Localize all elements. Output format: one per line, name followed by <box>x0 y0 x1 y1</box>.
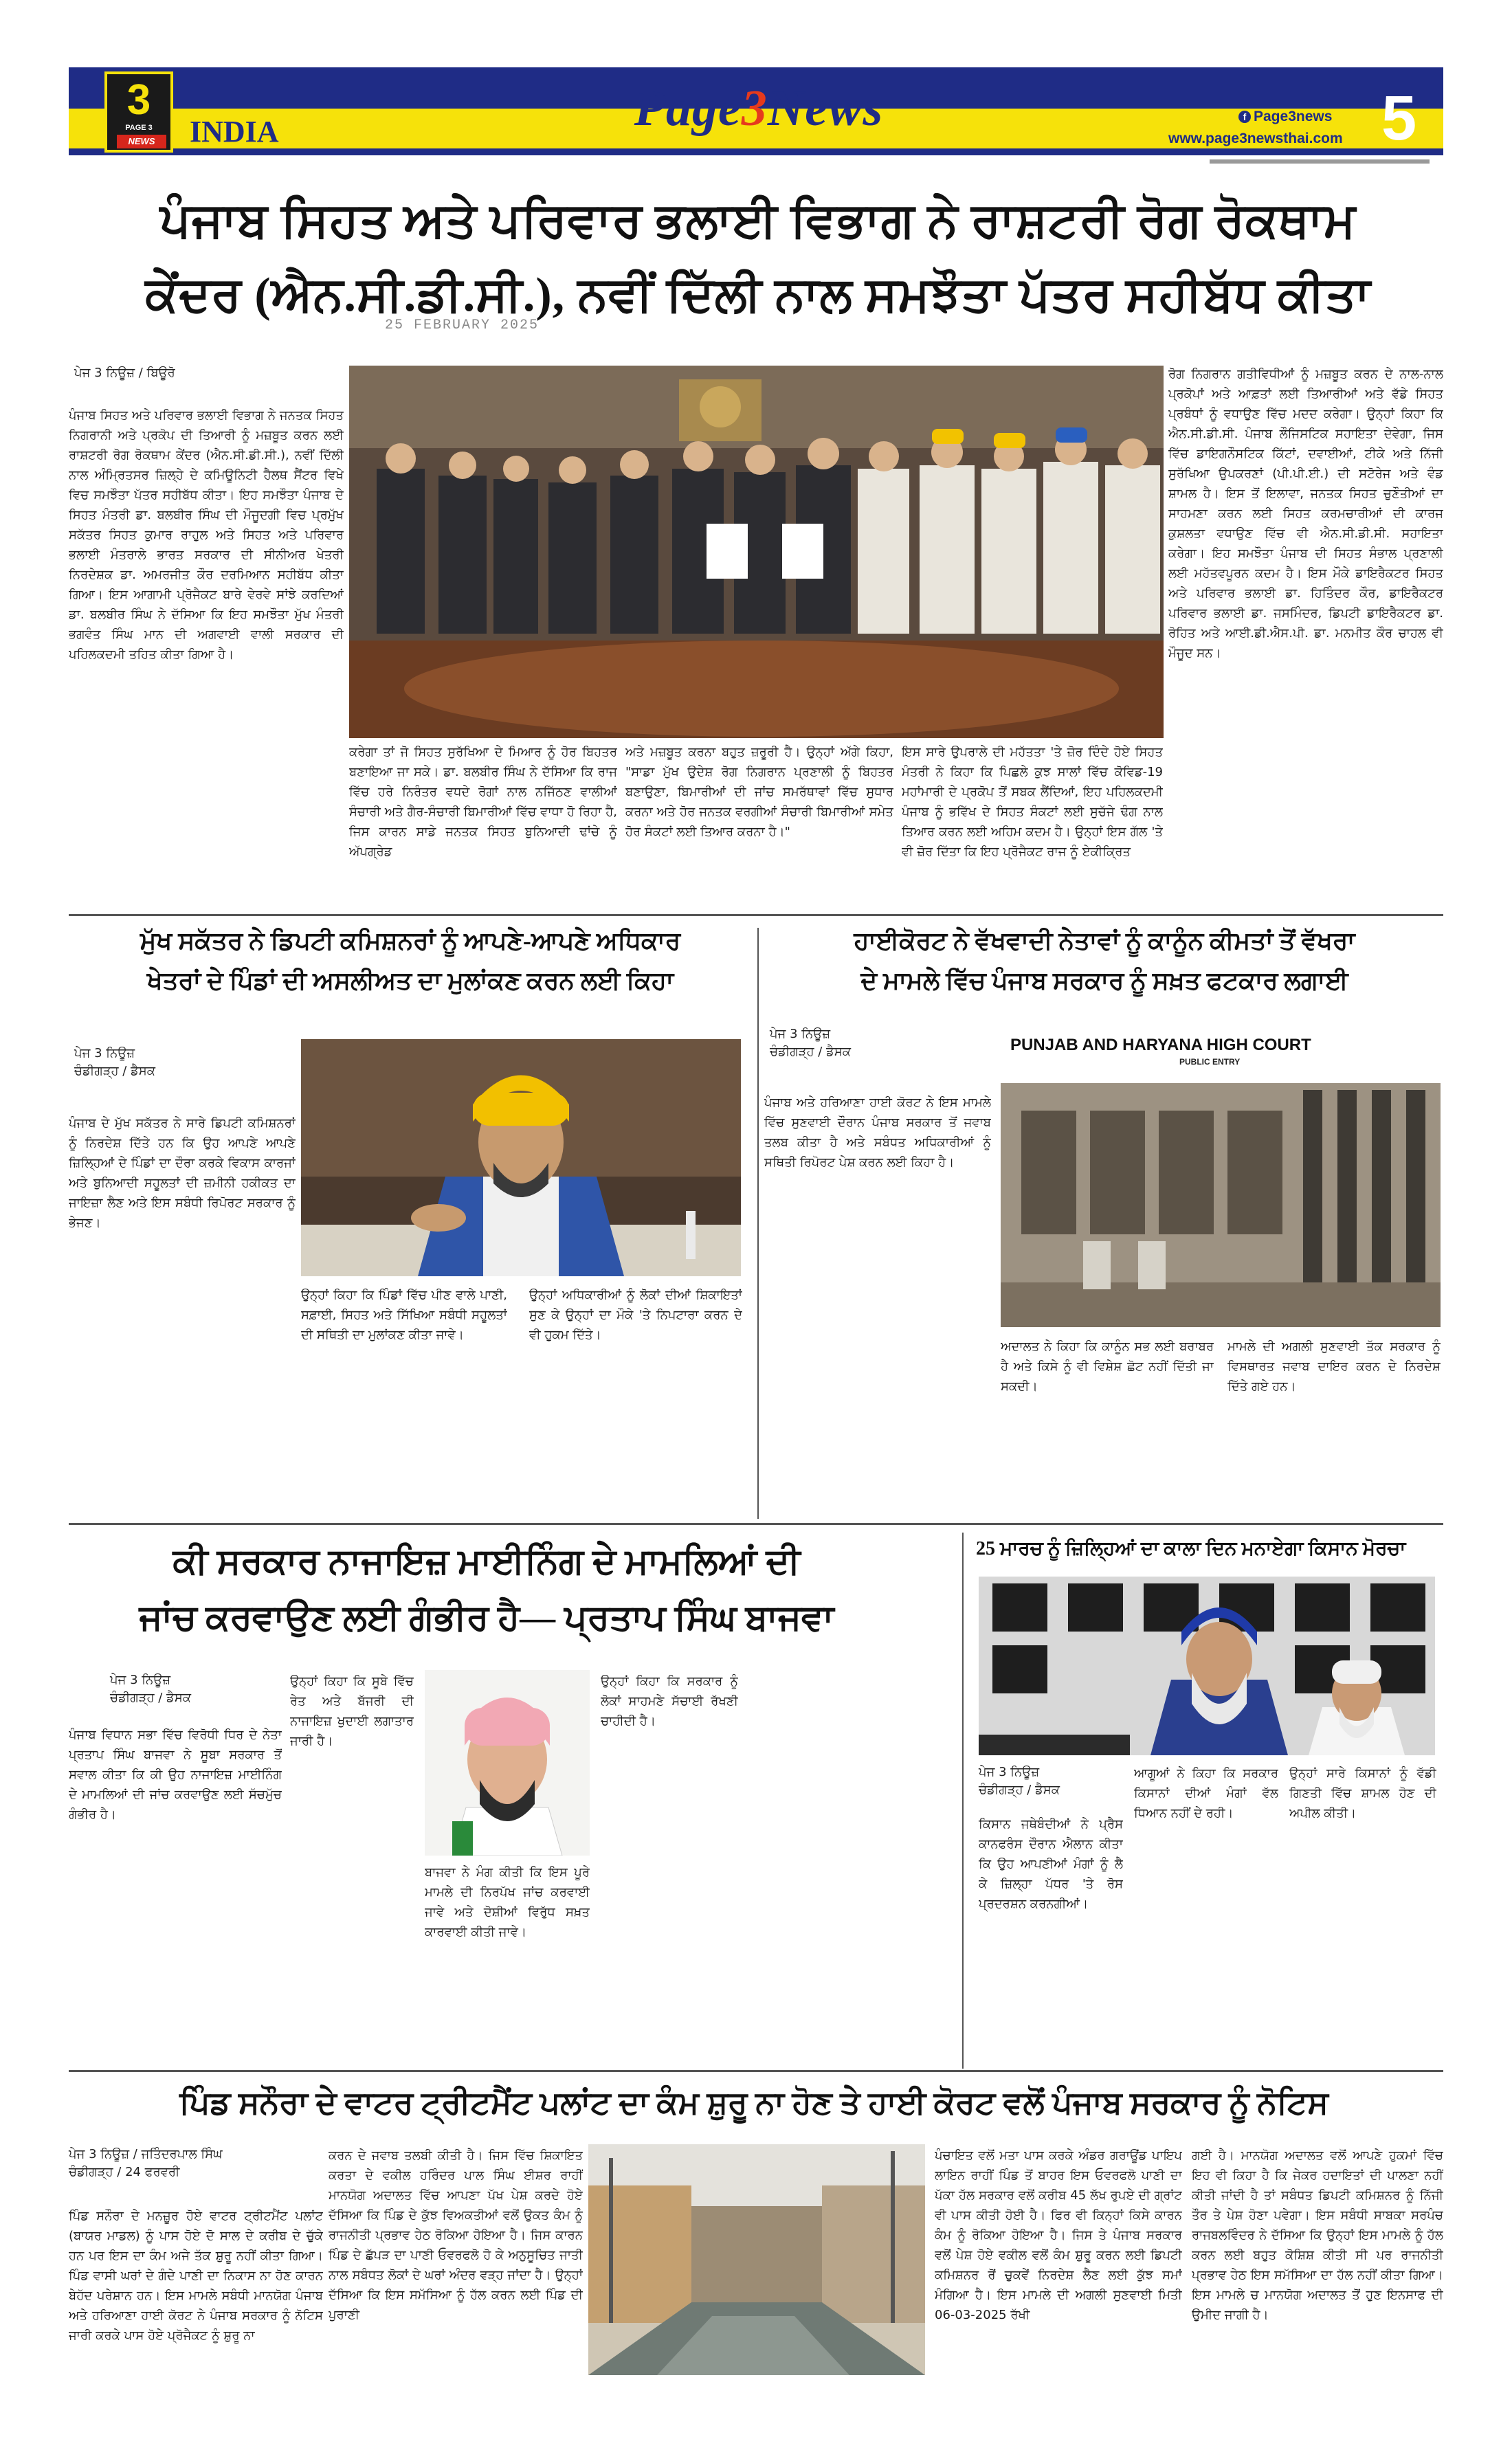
vertical-divider <box>757 928 759 1519</box>
story6-headline[interactable]: ਪਿੰਡ ਸਨੌਰਾ ਦੇ ਵਾਟਰ ਟ੍ਰੀਟਮੈਂਟ ਪਲਾਂਟ ਦਾ ਕੰਮ ਸ਼ੁਰੂ ਨਾ ਹੋਣ ਤੇ ਹਾਈ ਕੋਰਟ ਵਲੋਂ ਪੰਜਾਬ ਸਰਕਾਰ ਨੂੰ ਨੋਟਿਸ <box>179 2085 1328 2120</box>
section-name: INDIA <box>190 115 279 148</box>
website-link[interactable]: www.page3newsthai.com <box>1168 131 1343 146</box>
story6-column-4: ਗਈ ਹੈ। ਮਾਨਯੋਗ ਅਦਾਲਤ ਵਲੋਂ ਆਪਣੇ ਹੁਕਮਾਂ ਵਿੱਚ ਇਹ ਵੀ ਕਿਹਾ ਹੈ ਕਿ ਜੇਕਰ ਹਦਾਇਤਾਂ ਦੀ ਪਾਲਣਾ ਨਹੀਂ ਕੀਤੀ ਜਾਂਦੀ ਹੈ ਤਾਂ ਸਬੰਧਤ ਡਿਪਟੀ ਕਮਿਸ਼ਨਰ ਨੂੰ ਨਿੱਜੀ ਤੌਰ ਤੇ ਪੇਸ਼ ਹੋਣਾ ਪਵੇਗਾ। ਇਸ ਸਬੰਧੀ ਸਾਬਕਾ ਸਰਪੰਚ ਰਾਜਬਲਵਿੰਦਰ ਨੇ ਦੱਸਿਆ ਕਿ ਉਨ੍ਹਾਂ ਇਸ ਮਾਮਲੇ ਨੂੰ ਹੱਲ ਕਰਨ ਲਈ ਬਹੁਤ ਕੋਸ਼ਿਸ਼ ਕੀਤੀ ਸੀ ਪਰ ਰਾਜਨੀਤੀ ਪ੍ਰਭਾਵ ਹੇਠ ਇਸ ਸਮੱਸਿਆ ਦਾ ਹੱਲ ਨਹੀਂ ਕੀਤਾ ਗਿਆ। ਇਸ ਮਾਮਲੇ ਚ ਮਾਨਯੋਗ ਅਦਾਲਤ ਤੋਂ ਹੁਣ ਇਨਸਾਫ ਦੀ ਉਮੀਦ ਜਾਗੀ ਹੈ। <box>1192 2148 1443 2322</box>
story5-column-3: ਉਨ੍ਹਾਂ ਸਾਰੇ ਕਿਸਾਨਾਂ ਨੂੰ ਵੱਡੀ ਗਿਣਤੀ ਵਿੱਚ ਸ਼ਾਮਲ ਹੋਣ ਦੀ ਅਪੀਲ ਕੀਤੀ। <box>1289 1766 1436 1821</box>
divider <box>69 914 1443 916</box>
story3-headline-line1: ਹਾਈਕੋਰਟ ਨੇ ਵੱਖਵਾਦੀ ਨੇਤਾਵਾਂ ਨੂੰ ਕਾਨੂੰਨ ਕੀਮਤਾਂ ਤੋਂ ਵੱਖਰਾ <box>854 927 1355 955</box>
story6-column-3: ਪੰਚਾਇਤ ਵਲੋਂ ਮਤਾ ਪਾਸ ਕਰਕੇ ਅੰਡਰ ਗਰਾਊਂਡ ਪਾਇਪ ਲਾਇਨ ਰਾਹੀਂ ਪਿੰਡ ਤੋਂ ਬਾਹਰ ਇਸ ਓਵਰਫਲੋ ਪਾਣੀ ਦਾ ਪੱਕਾ ਹੱਲ ਸਰਕਾਰ ਵਲੋਂ ਕਰੀਬ 45 ਲੱਖ ਰੁਪਏ ਦੀ ਗ੍ਰਾਂਟ ਵੀ ਪਾਸ ਕੀਤੀ ਹੋਈ ਹੈ। ਫਿਰ ਵੀ ਕਿਨ੍ਹਾਂ ਕਿਸੇ ਕਾਰਨ ਕੰਮ ਨੂੰ ਰੋਕਿਆ ਹੋਇਆ ਹੈ। ਜਿਸ ਤੇ ਪੰਜਾਬ ਸਰਕਾਰ ਵਲੋਂ ਪੇਸ਼ ਹੋਏ ਵਕੀਲ ਵਲੋਂ ਕੰਮ ਸ਼ੁਰੂ ਕਰਨ ਲਈ ਡਿਪਟੀ ਕਮਿਸ਼ਨਰ ਰੋਂ ਚੁਕਵੇਂ ਨਿਰਦੇਸ਼ ਲੈਣ ਲਈ ਕੁੱਝ ਸਮਾਂ ਮੰਗਿਆ ਹੈ। ਇਸ ਮਾਮਲੇ ਦੀ ਅਗਲੀ ਸੁਣਵਾਈ ਮਿਤੀ 06-03-2025 ਰੱਖੀ <box>935 2148 1182 2322</box>
story1-photo-date: 25 FEBRUARY 2025 <box>385 318 540 333</box>
story3-headline[interactable] <box>764 921 1445 1001</box>
court-sign-entry: PUBLIC ENTRY <box>1179 1057 1241 1067</box>
facebook-icon: f <box>1238 111 1251 123</box>
story4-headline-line2: ਜਾਂਚ ਕਰਵਾਉਣ ਲਈ ਗੰਭੀਰ ਹੈ— ਪ੍ਰਤਾਪ ਸਿੰਘ ਬਾਜਵਾ <box>139 1599 834 1638</box>
story6-photo-waterlogged-street <box>588 2144 925 2375</box>
story3-column-1: ਪੰਜਾਬ ਅਤੇ ਹਰਿਆਣਾ ਹਾਈ ਕੋਰਟ ਨੇ ਇਸ ਮਾਮਲੇ ਵਿੱਚ ਸੁਣਵਾਈ ਦੌਰਾਨ ਪੰਜਾਬ ਸਰਕਾਰ ਤੋਂ ਜਵਾਬ ਤਲਬ ਕੀਤਾ ਹੈ ਅਤੇ ਸਬੰਧਤ ਅਧਿਕਾਰੀਆਂ ਨੂੰ ਸਥਿਤੀ ਰਿਪੋਰਟ ਪੇਸ਼ ਕਰਨ ਲਈ ਕਿਹਾ ਹੈ। <box>764 1095 991 1170</box>
story4-column-2: ਉਨ੍ਹਾਂ ਕਿਹਾ ਕਿ ਸੂਬੇ ਵਿੱਚ ਰੇਤ ਅਤੇ ਬੱਜਰੀ ਦੀ ਨਾਜਾਇਜ਼ ਖੁਦਾਈ ਲਗਾਤਾਰ ਜਾਰੀ ਹੈ। <box>290 1674 414 1748</box>
story2-byline-1: ਪੇਜ 3 ਨਿਊਜ਼ <box>74 1046 135 1060</box>
story3-byline-1: ਪੇਜ 3 ਨਿਊਜ਼ <box>770 1027 831 1041</box>
brand-left: Page <box>634 80 742 137</box>
story2-byline <box>74 1045 294 1080</box>
story4-column-1: ਪੰਜਾਬ ਵਿਧਾਨ ਸਭਾ ਵਿੱਚ ਵਿਰੋਧੀ ਧਿਰ ਦੇ ਨੇਤਾ ਪ੍ਰਤਾਪ ਸਿੰਘ ਬਾਜਵਾ ਨੇ ਸੂਬਾ ਸਰਕਾਰ ਤੋਂ ਸਵਾਲ ਕੀਤਾ ਕਿ ਕੀ ਉਹ ਨਾਜਾਇਜ਼ ਮਾਈਨਿੰਗ ਦੇ ਮਾਮਲਿਆਂ ਦੀ ਜਾਂਚ ਕਰਵਾਉਣ ਲਈ ਸੱਚਮੁੱਚ ਗੰਭੀਰ ਹੈ। <box>69 1728 282 1822</box>
divider <box>69 2070 1443 2072</box>
story1-byline: ਪੇਜ 3 ਨਿਊਜ਼ / ਬਿਊਰੋ <box>74 366 175 380</box>
story5-byline-1: ਪੇਜ 3 ਨਿਊਜ਼ <box>979 1765 1040 1779</box>
story1-photo-mou-signing <box>349 366 1164 738</box>
story4-column-4: ਉਨ੍ਹਾਂ ਕਿਹਾ ਕਿ ਸਰਕਾਰ ਨੂੰ ਲੋਕਾਂ ਸਾਹਮਣੇ ਸੱਚਾਈ ਰੱਖਣੀ ਚਾਹੀਦੀ ਹੈ। <box>601 1674 738 1728</box>
logo-label: PAGE 3 <box>125 124 153 132</box>
story6-column-2: ਕਰਨ ਦੇ ਜਵਾਬ ਤਲਬੀ ਕੀਤੀ ਹੈ। ਜਿਸ ਵਿੱਚ ਸ਼ਿਕਾਇਤ ਕਰਤਾ ਦੇ ਵਕੀਲ ਹਰਿੰਦਰ ਪਾਲ ਸਿੰਘ ਈਸ਼ਰ ਰਾਹੀਂ ਮਾਨਯੋਗ ਅਦਾਲਤ ਵਿੱਚ ਆਪਣਾ ਪੱਖ ਪੇਸ਼ ਕਰਦੇ ਹੋਏ ਦੱਸਿਆ ਕਿ ਪਿੰਡ ਦੇ ਕੁੱਝ ਵਿਅਕਤੀਆਂ ਵਲੋਂ ਉਕਤ ਕੰਮ ਨੂੰ ਰਾਜਨੀਤੀ ਪ੍ਰਭਾਵ ਹੇਠ ਰੋਕਿਆ ਹੋਇਆ ਹੈ। ਜਿਸ ਕਾਰਨ ਪਿੰਡ ਦੇ ਛੱਪੜ ਦਾ ਪਾਣੀ ਓਵਰਫਲੋ ਹੋ ਕੇ ਅਨੁਸੂਚਿਤ ਜਾਤੀ ਨਾਲ ਸਬੰਧਤ ਲੋਕਾਂ ਦੇ ਘਰਾਂ ਅੰਦਰ ਵੜ੍ਹ ਜਾਂਦਾ ਹੈ। ਉਨ੍ਹਾਂ ਦੱਸਿਆ ਕਿ ਇਸ ਸਮੱਸਿਆ ਨੂੰ ਹੱਲ ਕਰਨ ਲਈ ਪਿੰਡ ਦੀ ਪੁਰਾਣੀ <box>329 2148 583 2322</box>
story5-column-2: ਆਗੂਆਂ ਨੇ ਕਿਹਾ ਕਿ ਸਰਕਾਰ ਕਿਸਾਨਾਂ ਦੀਆਂ ਮੰਗਾਂ ਵੱਲ ਧਿਆਨ ਨਹੀਂ ਦੇ ਰਹੀ। <box>1134 1766 1278 1821</box>
story1-column-5: ਰੋਗ ਨਿਗਰਾਨ ਗਤੀਵਿਧੀਆਂ ਨੂੰ ਮਜ਼ਬੂਤ ਕਰਨ ਦੇ ਨਾਲ-ਨਾਲ ਪ੍ਰਕੋਪਾਂ ਅਤੇ ਆਫ਼ਤਾਂ ਲਈ ਤਿਆਰੀਆਂ ਅਤੇ ਵੱਡੇ ਸਿਹਤ ਪ੍ਰਬੰਧਾਂ ਨੂੰ ਵਧਾਉਣ ਵਿੱਚ ਮਦਦ ਕਰੇਗਾ। ਉਨ੍ਹਾਂ ਕਿਹਾ ਕਿ ਐਨ.ਸੀ.ਡੀ.ਸੀ. ਪੰਜਾਬ ਲੌਜਿਸਟਿਕ ਸਹਾਇਤਾ ਦੇਵੇਗਾ, ਜਿਸ ਵਿੱਚ ਡਾਇਗਨੌਸਟਿਕ ਕਿੱਟਾਂ, ਦਵਾਈਆਂ, ਟੀਕੇ ਅਤੇ ਨਿੱਜੀ ਸੁਰੱਖਿਆ ਉਪਕਰਣਾਂ (ਪੀ.ਪੀ.ਈ.) ਦੀ ਸਟੋਰੇਜ ਅਤੇ ਵੰਡ ਸ਼ਾਮਲ ਹੈ। ਇਸ ਤੋਂ ਇਲਾਵਾ, ਜਨਤਕ ਸਿਹਤ ਚੁਣੌਤੀਆਂ ਦਾ ਸਾਹਮਣਾ ਕਰਨ ਲਈ ਸਿਹਤ ਕਰਮਚਾਰੀਆਂ ਦੀ ਕਾਰਜ ਕੁਸ਼ਲਤਾ ਵਧਾਉਣ ਵਿੱਚ ਵੀ ਐਨ.ਸੀ.ਡੀ.ਸੀ. ਸਹਾਇਤਾ ਕਰੇਗਾ। ਇਹ ਸਮਝੌਤਾ ਪੰਜਾਬ ਦੀ ਸਿਹਤ ਸੰਭਾਲ ਪ੍ਰਣਾਲੀ ਲਈ ਮਹੱਤਵਪੂਰਨ ਕਦਮ ਹੈ। ਇਸ ਮੌਕੇ ਡਾਇਰੈਕਟਰ ਸਿਹਤ ਅਤੇ ਪਰਿਵਾਰ ਭਲਾਈ ਡਾ. ਹਿਤਿੰਦਰ ਕੌਰ, ਡਾਇਰੈਕਟਰ ਪਰਿਵਾਰ ਭਲਾਈ ਡਾ. ਜਸਮਿੰਦਰ, ਡਿਪਟੀ ਡਾਇਰੈਕਟਰ ਡਾ. ਰੋਹਿਤ ਅਤੇ ਆਈ.ਡੀ.ਐਸ.ਪੀ. ਡਾ. ਮਨਮੀਤ ਕੌਰ ਚਾਹਲ ਵੀ ਮੌਜੂਦ ਸਨ। <box>1168 367 1443 660</box>
story4-column-3: ਬਾਜਵਾ ਨੇ ਮੰਗ ਕੀਤੀ ਕਿ ਇਸ ਪੂਰੇ ਮਾਮਲੇ ਦੀ ਨਿਰਪੱਖ ਜਾਂਚ ਕਰਵਾਈ ਜਾਵੇ ਅਤੇ ਦੋਸ਼ੀਆਂ ਵਿਰੁੱਧ ਸਖ਼ਤ ਕਾਰਵਾਈ ਕੀਤੀ ਜਾਵੇ। <box>425 1865 590 1939</box>
story1-column-1: ਪੰਜਾਬ ਸਿਹਤ ਅਤੇ ਪਰਿਵਾਰ ਭਲਾਈ ਵਿਭਾਗ ਨੇ ਜਨਤਕ ਸਿਹਤ ਨਿਗਰਾਨੀ ਅਤੇ ਪ੍ਰਕੋਪ ਦੀ ਤਿਆਰੀ ਨੂੰ ਮਜ਼ਬੂਤ ਕਰਨ ਲਈ ਰਾਸ਼ਟਰੀ ਰੋਗ ਰੋਕਥਾਮ ਕੇਂਦਰ (ਐਨ.ਸੀ.ਡੀ.ਸੀ.), ਨਵੀਂ ਦਿੱਲੀ ਨਾਲ ਅੰਮ੍ਰਿਤਸਰ ਜ਼ਿਲ੍ਹੇ ਦੇ ਕਮਿਊਨਿਟੀ ਹੈਲਥ ਸੈਂਟਰ ਵਿਖੇ ਵਿਚ ਸਮਝੌਤਾ ਪੱਤਰ ਸਹੀਬੱਧ ਕੀਤਾ। ਇਹ ਸਮਝੌਤਾ ਪੰਜਾਬ ਦੇ ਸਿਹਤ ਮੰਤਰੀ ਡਾ. ਬਲਬੀਰ ਸਿੰਘ ਦੀ ਮੌਜੂਦਗੀ ਵਿਚ ਪ੍ਰਮੁੱਖ ਸਕੱਤਰ ਸਿਹਤ ਕੁਮਾਰ ਰਾਹੁਲ ਅਤੇ ਸਿਹਤ ਅਤੇ ਪਰਿਵਾਰ ਭਲਾਈ ਮੰਤਰਾਲੇ ਭਾਰਤ ਸਰਕਾਰ ਦੀ ਸੀਨੀਅਰ ਖੇਤਰੀ ਨਿਰਦੇਸ਼ਕ ਡਾ. ਅਮਰਜੀਤ ਕੌਰ ਦਰਮਿਆਨ ਸਹੀਬੱਧ ਕੀਤਾ ਗਿਆ। ਇਸ ਆਗਾਮੀ ਪ੍ਰੋਜੈਕਟ ਬਾਰੇ ਵੇਰਵੇ ਸਾਂਝੇ ਕਰਦਿਆਂ ਡਾ. ਬਲਬੀਰ ਸਿੰਘ ਨੇ ਦੱਸਿਆ ਕਿ ਇਹ ਸਮਝੌਤਾ ਮੁੱਖ ਮੰਤਰੀ ਭਗਵੰਤ ਸਿੰਘ ਮਾਨ ਦੀ ਅਗਵਾਈ ਵਾਲੀ ਸਰਕਾਰ ਦੀ ਪਹਿਲਕਦਮੀ ਤਹਿਤ ਕੀਤਾ ਗਿਆ ਹੈ। <box>69 408 344 662</box>
story2-headline[interactable] <box>63 921 757 1001</box>
story5-headline[interactable]: 25 ਮਾਰਚ ਨੂੰ ਜ਼ਿਲ੍ਹਿਆਂ ਦਾ ਕਾਲਾ ਦਿਨ ਮਨਾਏਗਾ ਕਿਸਾਨ ਮੋਰਚਾ <box>976 1538 1406 1559</box>
story2-byline-2: ਚੰਡੀਗੜ੍ਹ / ਡੈਸਕ <box>74 1064 156 1078</box>
page-number: 5 <box>1381 83 1417 153</box>
story4-photo-bajwa <box>425 1670 590 1856</box>
dateline-strip <box>1210 157 1436 166</box>
story2-headline-line2: ਖੇਤਰਾਂ ਦੇ ਪਿੰਡਾਂ ਦੀ ਅਸਲੀਅਤ ਦਾ ਮੁਲਾਂਕਣ ਕਰਨ ਲਈ ਕਿਹਾ <box>146 967 674 994</box>
brand-number: 3 <box>741 80 768 137</box>
story4-headline[interactable] <box>74 1534 899 1647</box>
story2-column-3: ਉਨ੍ਹਾਂ ਅਧਿਕਾਰੀਆਂ ਨੂੰ ਲੋਕਾਂ ਦੀਆਂ ਸ਼ਿਕਾਇਤਾਂ ਸੁਣ ਕੇ ਉਨ੍ਹਾਂ ਦਾ ਮੌਕੇ 'ਤੇ ਨਿਪਟਾਰਾ ਕਰਨ ਦੇ ਵੀ ਹੁਕਮ ਦਿੱਤੇ। <box>529 1288 742 1342</box>
story1-headline-line2: ਕੇਂਦਰ (ਐਨ.ਸੀ.ਡੀ.ਸੀ.), ਨਵੀਂ ਦਿੱਲੀ ਨਾਲ ਸਮਝੌਤਾ ਪੱਤਰ ਸਹੀਬੱਧ ਕੀਤਾ <box>145 269 1371 322</box>
story2-headline-line1: ਮੁੱਖ ਸਕੱਤਰ ਨੇ ਡਿਪਟੀ ਕਮਿਸ਼ਨਰਾਂ ਨੂੰ ਆਪਣੇ-ਆਪਣੇ ਅਧਿਕਾਰ <box>140 927 681 955</box>
story3-byline-2: ਚੰਡੀਗੜ੍ਹ / ਡੈਸਕ <box>770 1045 852 1059</box>
story6-byline <box>69 2146 323 2181</box>
story2-column-1: ਪੰਜਾਬ ਦੇ ਮੁੱਖ ਸਕੱਤਰ ਨੇ ਸਾਰੇ ਡਿਪਟੀ ਕਮਿਸ਼ਨਰਾਂ ਨੂੰ ਨਿਰਦੇਸ਼ ਦਿੱਤੇ ਹਨ ਕਿ ਉਹ ਆਪਣੇ ਆਪਣੇ ਜ਼ਿਲ੍ਹਿਆਂ ਦੇ ਪਿੰਡਾਂ ਦਾ ਦੌਰਾ ਕਰਕੇ ਵਿਕਾਸ ਕਾਰਜਾਂ ਅਤੇ ਬੁਨਿਆਦੀ ਸਹੂਲਤਾਂ ਦੀ ਜ਼ਮੀਨੀ ਹਕੀਕਤ ਦਾ ਜਾਇਜ਼ਾ ਲੈਣ ਅਤੇ ਇਸ ਸਬੰਧੀ ਰਿਪੋਰਟ ਸਰਕਾਰ ਨੂੰ ਭੇਜਣ। <box>69 1116 296 1230</box>
story4-headline-line1: ਕੀ ਸਰਕਾਰ ਨਾਜਾਇਜ਼ ਮਾਈਨਿੰਗ ਦੇ ਮਾਮਲਿਆਂ ਦੀ <box>173 1542 801 1581</box>
logo-news-tag: NEWS <box>117 135 166 148</box>
story1-column-2: ਕਰੇਗਾ ਤਾਂ ਜੋ ਸਿਹਤ ਸੁਰੱਖਿਆ ਦੇ ਮਿਆਰ ਨੂੰ ਹੋਰ ਬਿਹਤਰ ਬਣਾਇਆ ਜਾ ਸਕੇ। ਡਾ. ਬਲਬੀਰ ਸਿੰਘ ਨੇ ਦੱਸਿਆ ਕਿ ਰਾਜ ਵਿੱਚ ਹਰੇ ਨਿਰੰਤਰ ਵਧਦੇ ਰੋਗਾਂ ਨਾਲ ਨਜਿੱਠਣ ਵਾਲੀਆਂ ਸੰਚਾਰੀ ਅਤੇ ਗੈਰ-ਸੰਚਾਰੀ ਬਿਮਾਰੀਆਂ ਵਿੱਚ ਵਾਧਾ ਹੋ ਰਿਹਾ ਹੈ, ਜਿਸ ਕਾਰਨ ਸਾਡੇ ਜਨਤਕ ਸਿਹਤ ਬੁਨਿਆਦੀ ਢਾਂਚੇ ਨੂੰ ਅੱਪਗ੍ਰੇਡ <box>349 745 617 859</box>
story5-photo-press-conference <box>979 1577 1435 1755</box>
story2-photo-official <box>301 1039 741 1276</box>
story3-headline-line2: ਦੇ ਮਾਮਲੇ ਵਿੱਚ ਪੰਜਾਬ ਸਰਕਾਰ ਨੂੰ ਸਖ਼ਤ ਫਟਕਾਰ ਲਗਾਈ <box>860 967 1348 994</box>
divider <box>69 1523 1443 1525</box>
story5-column-1: ਕਿਸਾਨ ਜਥੇਬੰਦੀਆਂ ਨੇ ਪ੍ਰੈਸ ਕਾਨਫਰੰਸ ਦੌਰਾਨ ਐਲਾਨ ਕੀਤਾ ਕਿ ਉਹ ਆਪਣੀਆਂ ਮੰਗਾਂ ਨੂੰ ਲੈ ਕੇ ਜ਼ਿਲ੍ਹਾ ਪੱਧਰ 'ਤੇ ਰੋਸ ਪ੍ਰਦਰਸ਼ਨ ਕਰਨਗੀਆਂ। <box>979 1817 1123 1911</box>
story6-byline-1: ਪੇਜ 3 ਨਿਊਜ਼ / ਜਤਿੰਦਰਪਾਲ ਸਿੰਘ <box>69 2147 223 2161</box>
story3-byline <box>770 1025 990 1061</box>
story1-column-4: ਇਸ ਸਾਰੇ ਉਪਰਾਲੇ ਦੀ ਮਹੱਤਤਾ 'ਤੇ ਜ਼ੋਰ ਦਿੰਦੇ ਹੋਏ ਸਿਹਤ ਮੰਤਰੀ ਨੇ ਕਿਹਾ ਕਿ ਪਿਛਲੇ ਕੁਝ ਸਾਲਾਂ ਵਿੱਚ ਕੋਵਿਡ-19 ਮਹਾਂਮਾਰੀ ਦੇ ਪ੍ਰਕੋਪ ਤੋਂ ਸਬਕ ਲੈਂਦਿਆਂ, ਇਹ ਪਹਿਲਕਦਮੀ ਪੰਜਾਬ ਨੂੰ ਭਵਿੱਖ ਦੇ ਸਿਹਤ ਸੰਕਟਾਂ ਲਈ ਸੁਚੱਜੇ ਢੰਗ ਨਾਲ ਤਿਆਰ ਕਰਨ ਲਈ ਅਹਿਮ ਕਦਮ ਹੈ। ਉਨ੍ਹਾਂ ਇਸ ਗੱਲ 'ਤੇ ਵੀ ਜ਼ੋਰ ਦਿੱਤਾ ਕਿ ਇਹ ਪ੍ਰੋਜੈਕਟ ਰਾਜ ਨੂੰ ਏਕੀਕ੍ਰਿਤ <box>902 745 1163 859</box>
story6-column-1: ਪਿੰਡ ਸਨੌਰਾ ਦੇ ਮਨਜ਼ੂਰ ਹੋਏ ਵਾਟਰ ਟ੍ਰੀਟਮੈਂਟ ਪਲਾਂਟ (ਬਾਯਰ ਮਾਡਲ) ਨੂੰ ਪਾਸ ਹੋਏ ਦੋ ਸਾਲ ਦੇ ਕਰੀਬ ਦੇ ਚੁੱਕੇ ਹਨ ਪਰ ਇਸ ਦਾ ਕੰਮ ਅਜੇ ਤੱਕ ਸ਼ੁਰੂ ਨਹੀਂ ਕੀਤਾ ਗਿਆ। ਪਿੰਡ ਵਾਸੀ ਘਰਾਂ ਦੇ ਗੰਦੇ ਪਾਣੀ ਦਾ ਨਿਕਾਸ ਨਾ ਹੋਣ ਕਾਰਨ ਬੇਹੱਦ ਪਰੇਸ਼ਾਨ ਹਨ। ਇਸ ਮਾਮਲੇ ਸਬੰਧੀ ਮਾਨਯੋਗ ਪੰਜਾਬ ਅਤੇ ਹਰਿਆਣਾ ਹਾਈ ਕੋਰਟ ਨੇ ਪੰਜਾਬ ਸਰਕਾਰ ਨੂੰ ਨੋਟਿਸ ਜਾਰੀ ਕਰਕੇ ਪਾਸ ਹੋਏ ਪ੍ਰੋਜੈਕਟ ਨੂੰ ਸ਼ੁਰੂ ਨਾ <box>69 2209 323 2343</box>
story6-byline-2: ਚੰਡੀਗੜ੍ਹ / 24 ਫਰਵਰੀ <box>69 2165 180 2179</box>
story2-column-2: ਉਨ੍ਹਾਂ ਕਿਹਾ ਕਿ ਪਿੰਡਾਂ ਵਿੱਚ ਪੀਣ ਵਾਲੇ ਪਾਣੀ, ਸਫ਼ਾਈ, ਸਿਹਤ ਅਤੇ ਸਿੱਖਿਆ ਸਬੰਧੀ ਸਹੂਲਤਾਂ ਦੀ ਸਥਿਤੀ ਦਾ ਮੁਲਾਂਕਣ ਕੀਤਾ ਜਾਵੇ। <box>301 1288 507 1342</box>
story4-byline-1: ਪੇਜ 3 ਨਿਊਜ਼ <box>110 1673 171 1687</box>
brand-logo[interactable] <box>104 71 173 153</box>
court-sign: PUNJAB AND HARYANA HIGH COURT <box>1001 1035 1441 1056</box>
story3-column-3: ਮਾਮਲੇ ਦੀ ਅਗਲੀ ਸੁਣਵਾਈ ਤੱਕ ਸਰਕਾਰ ਨੂੰ ਵਿਸਥਾਰਤ ਜਵਾਬ ਦਾਇਰ ਕਰਨ ਦੇ ਨਿਰਦੇਸ਼ ਦਿੱਤੇ ਗਏ ਹਨ। <box>1227 1339 1441 1394</box>
story5-byline-2: ਚੰਡੀਗੜ੍ਹ / ਡੈਸਕ <box>979 1783 1060 1797</box>
story3-photo-high-court <box>1001 1035 1441 1327</box>
logo-number: 3 <box>126 76 151 124</box>
brand-right: News <box>767 80 884 137</box>
vertical-divider <box>962 1533 964 2069</box>
story4-byline <box>110 1671 289 1707</box>
story1-headline[interactable] <box>74 184 1442 333</box>
brand-wordmark[interactable] <box>608 80 910 138</box>
story1-headline-line1: ਪੰਜਾਬ ਸਿਹਤ ਅਤੇ ਪਰਿਵਾਰ ਭਲਾਈ ਵਿਭਾਗ ਨੇ ਰਾਸ਼ਟਰੀ ਰੋਗ ਰੋਕਥਾਮ <box>159 194 1357 247</box>
story4-byline-2: ਚੰਡੀਗੜ੍ਹ / ਡੈਸਕ <box>110 1691 192 1705</box>
story1-column-3: ਅਤੇ ਮਜ਼ਬੂਤ ਕਰਨਾ ਬਹੁਤ ਜ਼ਰੂਰੀ ਹੈ। ਉਨ੍ਹਾਂ ਅੱਗੇ ਕਿਹਾ, "ਸਾਡਾ ਮੁੱਖ ਉਦੇਸ਼ ਰੋਗ ਨਿਗਰਾਨ ਪ੍ਰਣਾਲੀ ਨੂੰ ਬਿਹਤਰ ਬਣਾਉਣਾ, ਬਿਮਾਰੀਆਂ ਦੀ ਜਾਂਚ ਸਮਰੱਥਾਵਾਂ ਵਿੱਚ ਸੁਧਾਰ ਕਰਨਾ ਅਤੇ ਹੋਰ ਜਨਤਕ ਵਰਗੀਆਂ ਸੰਚਾਰੀ ਬਿਮਾਰੀਆਂ ਸਮੇਤ ਹੋਰ ਸੰਕਟਾਂ ਲਈ ਤਿਆਰ ਕਰਨਾ ਹੈ।" <box>625 745 893 839</box>
story3-column-2: ਅਦਾਲਤ ਨੇ ਕਿਹਾ ਕਿ ਕਾਨੂੰਨ ਸਭ ਲਈ ਬਰਾਬਰ ਹੈ ਅਤੇ ਕਿਸੇ ਨੂੰ ਵੀ ਵਿਸ਼ੇਸ਼ ਛੋਟ ਨਹੀਂ ਦਿੱਤੀ ਜਾ ਸਕਦੀ। <box>1001 1339 1214 1394</box>
facebook-link[interactable] <box>1238 109 1332 125</box>
social-handle: Page3news <box>1254 109 1333 124</box>
